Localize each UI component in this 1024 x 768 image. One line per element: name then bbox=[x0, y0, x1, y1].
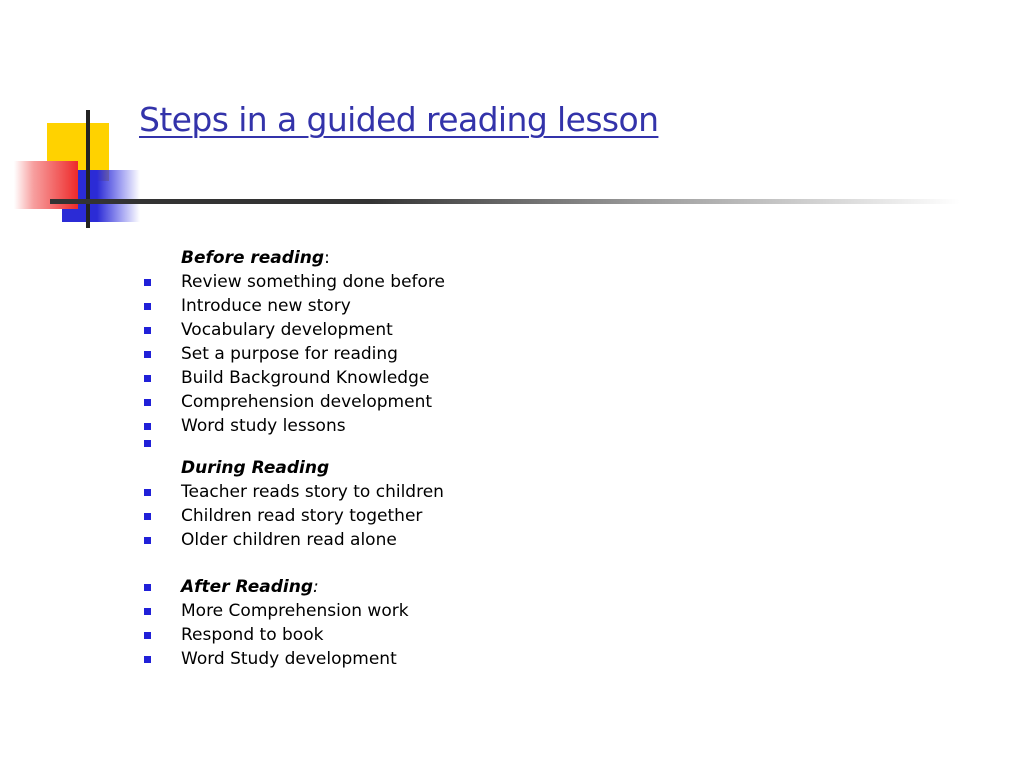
bullet-icon bbox=[144, 375, 151, 382]
list-item-text: Build Background Knowledge bbox=[181, 368, 430, 388]
list-item-text: Older children read alone bbox=[181, 530, 397, 550]
bullet-icon bbox=[144, 656, 151, 663]
bullet-icon bbox=[144, 608, 151, 615]
list-item bbox=[142, 480, 445, 504]
list-item bbox=[142, 318, 445, 342]
after-reading-colon: : bbox=[313, 577, 319, 597]
list-item-text: Word Study development bbox=[181, 649, 397, 669]
list-item bbox=[142, 414, 445, 438]
list-item bbox=[142, 528, 445, 552]
list-item bbox=[142, 294, 445, 318]
list-item-text: Set a purpose for reading bbox=[181, 344, 398, 364]
bullet-icon bbox=[144, 351, 151, 358]
bullet-icon bbox=[144, 399, 151, 406]
bullet-icon bbox=[144, 423, 151, 430]
list-item-text: Children read story together bbox=[181, 506, 423, 526]
before-reading-colon: : bbox=[324, 248, 330, 268]
before-reading-heading bbox=[142, 246, 445, 270]
list-item bbox=[142, 390, 445, 414]
bullet-icon bbox=[144, 584, 151, 591]
after-reading-heading bbox=[142, 575, 445, 599]
bullet-icon bbox=[144, 489, 151, 496]
bullet-icon bbox=[144, 513, 151, 520]
list-item bbox=[142, 623, 445, 647]
list-item bbox=[142, 366, 445, 390]
bullet-icon bbox=[144, 327, 151, 334]
bullet-icon bbox=[144, 279, 151, 286]
empty-list-item bbox=[142, 438, 445, 456]
list-item bbox=[142, 504, 445, 528]
slide-title: Steps in a guided reading lesson bbox=[139, 100, 659, 139]
list-item-text: Review something done before bbox=[181, 272, 446, 292]
decor-vertical-line bbox=[86, 110, 90, 228]
list-item-text: Introduce new story bbox=[181, 296, 351, 316]
list-item bbox=[142, 647, 445, 671]
bullet-icon bbox=[144, 632, 151, 639]
bullet-icon bbox=[144, 537, 151, 544]
list-item-text: Respond to book bbox=[181, 625, 324, 645]
during-reading-heading bbox=[142, 456, 445, 480]
during-reading-label: During Reading bbox=[181, 458, 330, 478]
list-item-text: Comprehension development bbox=[181, 392, 433, 412]
list-item-text: More Comprehension work bbox=[181, 601, 409, 621]
list-item bbox=[142, 599, 445, 623]
slide-body bbox=[142, 246, 445, 671]
before-reading-label: Before reading bbox=[181, 248, 325, 268]
after-reading-label: After Reading bbox=[181, 577, 314, 597]
list-item-text: Teacher reads story to children bbox=[181, 482, 444, 502]
decor-horizontal-rule bbox=[50, 199, 960, 204]
bullet-icon bbox=[144, 303, 151, 310]
list-item bbox=[142, 270, 445, 294]
bullet-icon bbox=[144, 440, 151, 447]
list-item-text: Word study lessons bbox=[181, 416, 346, 436]
blank-line bbox=[142, 552, 445, 575]
list-item bbox=[142, 342, 445, 366]
list-item-text: Vocabulary development bbox=[181, 320, 393, 340]
